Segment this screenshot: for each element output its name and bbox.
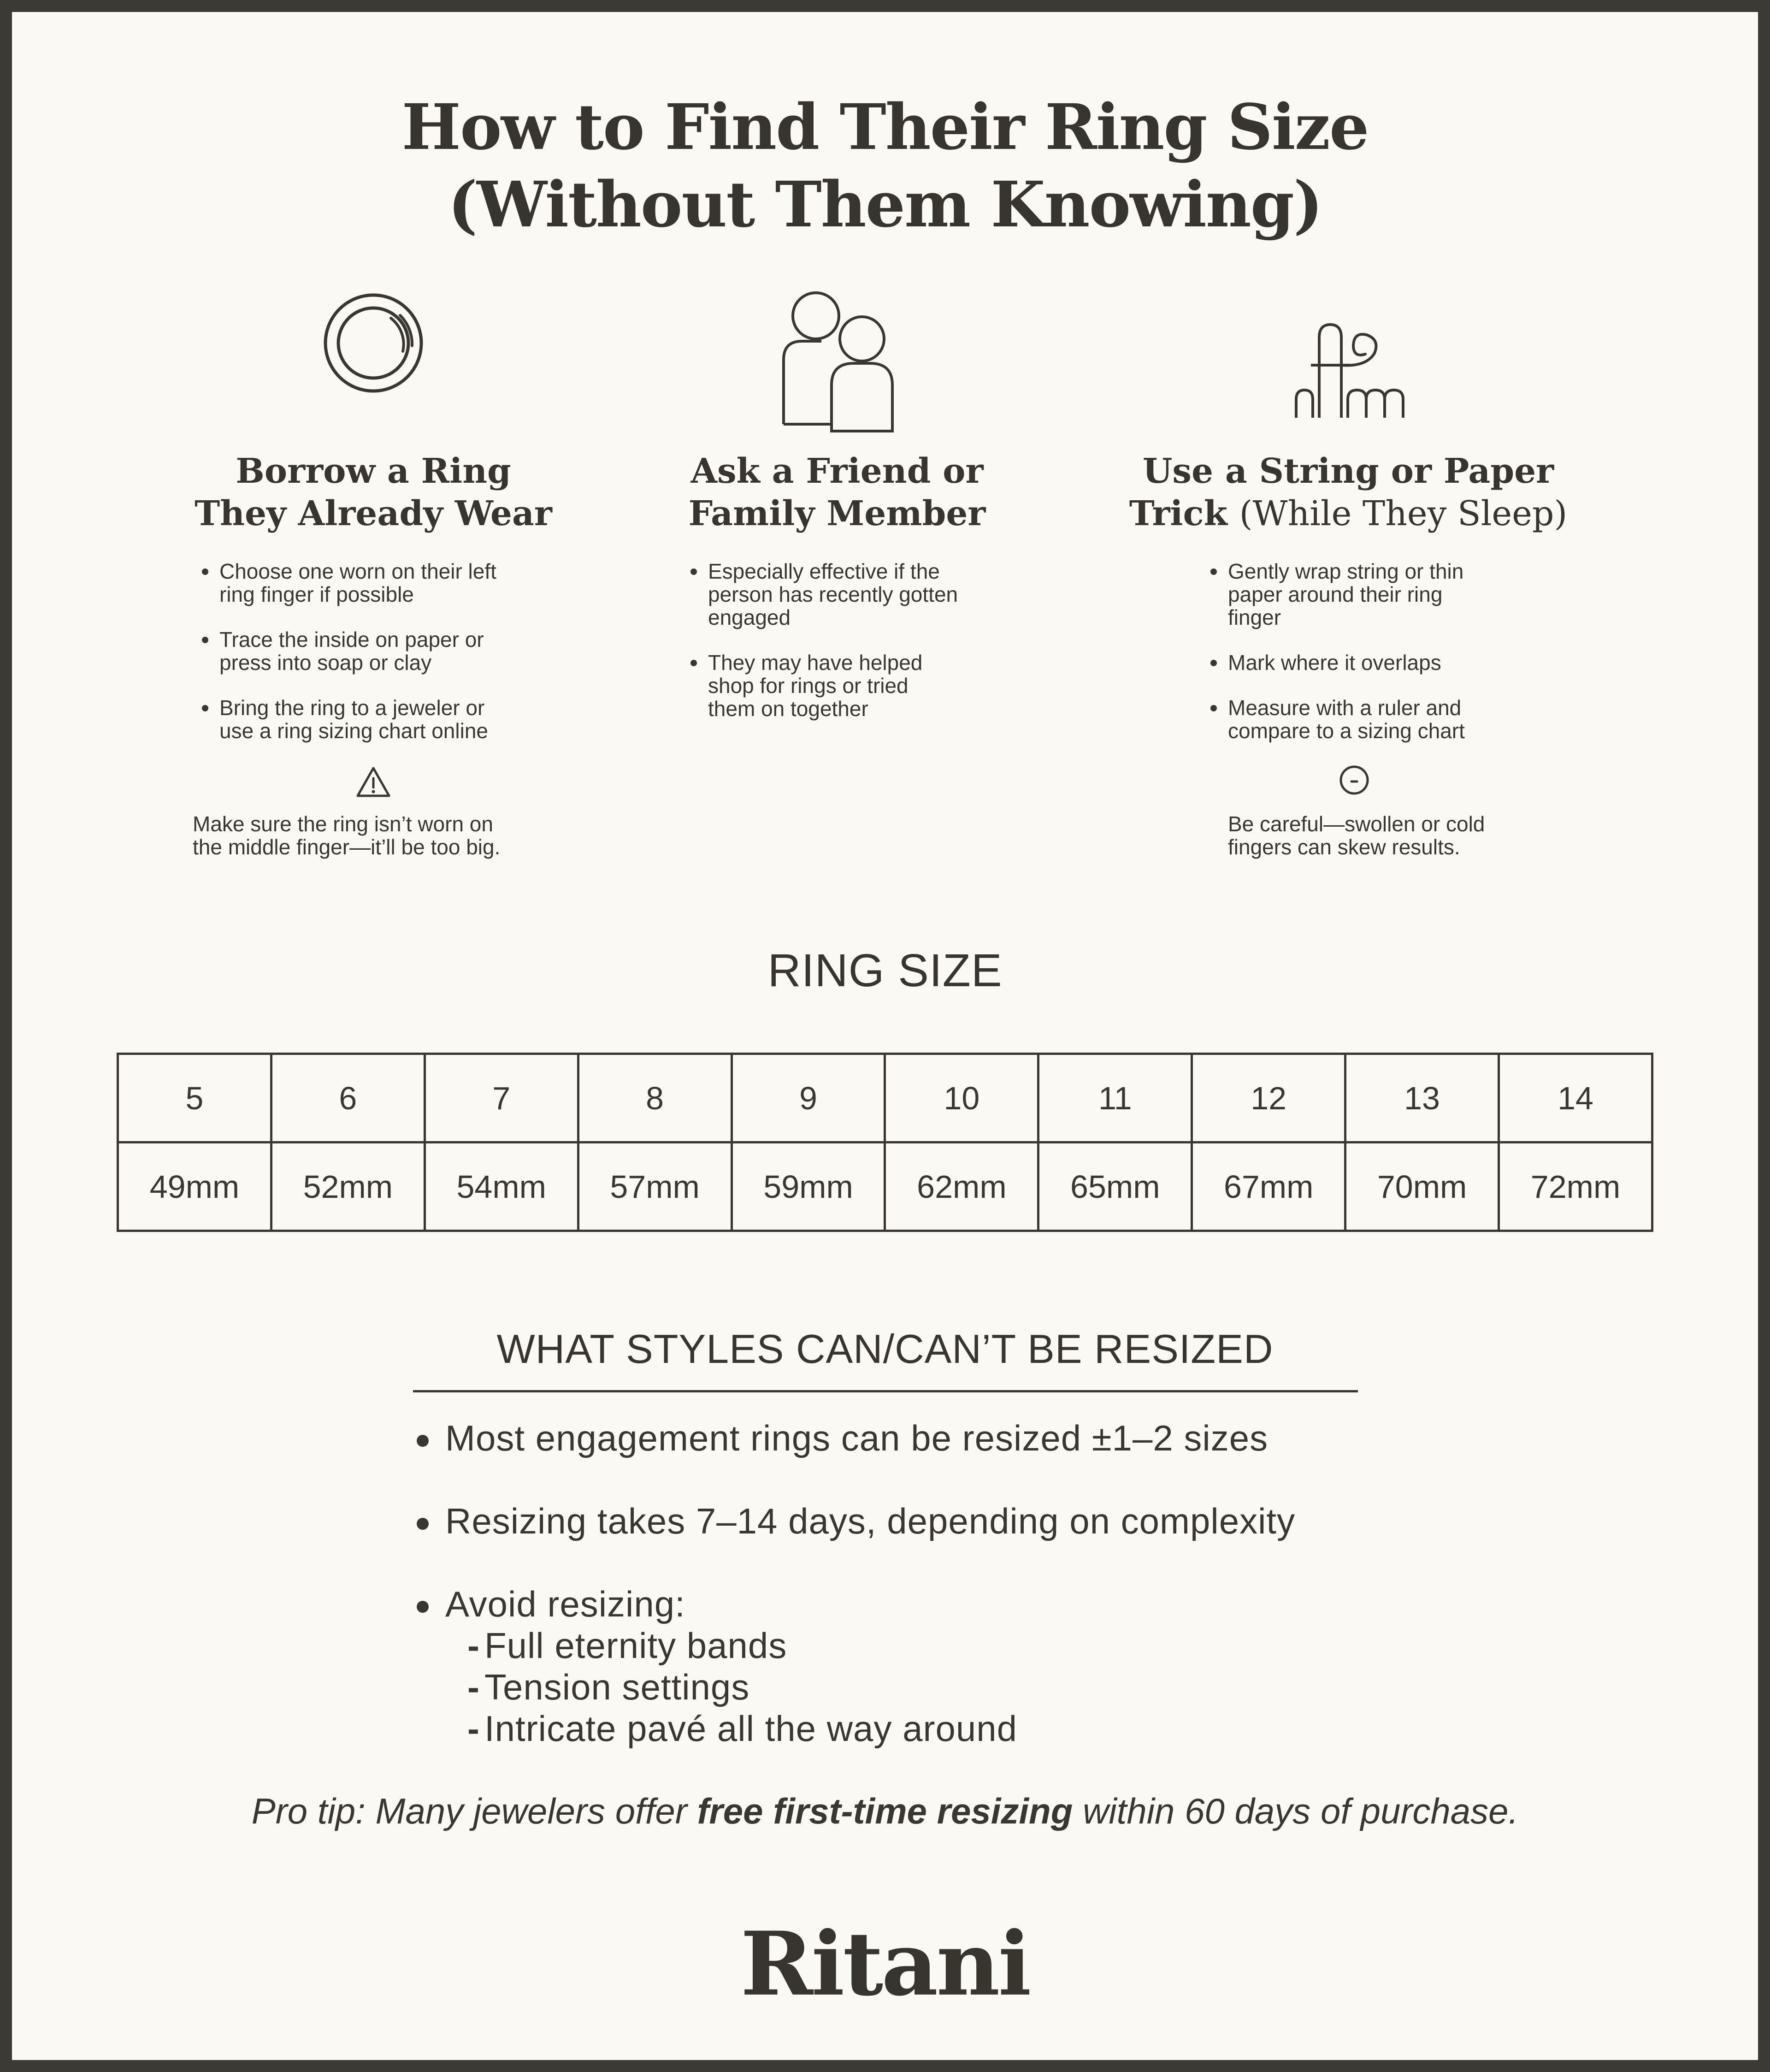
list-item: Resizing takes 7–14 days, depending on complexity bbox=[415, 1500, 1295, 1542]
list-item: Measure with a ruler and compare to a sizing chart bbox=[1210, 696, 1578, 742]
table-row-mm bbox=[118, 1143, 1652, 1231]
title-line-2: (Without Them Knowing) bbox=[448, 168, 1322, 242]
list-item: - Tension settings bbox=[467, 1667, 750, 1707]
ask-friend-heading: Ask a Friend or Family Member bbox=[688, 451, 986, 533]
size-cell: 8 bbox=[578, 1054, 732, 1143]
mm-cell: 62mm bbox=[885, 1143, 1038, 1231]
size-cell: 5 bbox=[118, 1054, 271, 1143]
ring-size-table bbox=[117, 1053, 1653, 1232]
list-item: Trace the inside on paper or press into soap or clay bbox=[201, 628, 616, 674]
size-cell: 10 bbox=[885, 1054, 1038, 1143]
title-line-1: How to Find Their Ring Size bbox=[401, 90, 1369, 164]
list-item: - Intricate pavé all the way around bbox=[467, 1708, 1017, 1749]
ask-friend-tips bbox=[690, 560, 1058, 742]
pro-tip: Pro tip: Many jewelers offer free first-time resizing within 60 days of purchase. bbox=[251, 1791, 1519, 1831]
table-row-sizes bbox=[118, 1054, 1652, 1143]
size-cell: 9 bbox=[732, 1054, 885, 1143]
string-trick-heading: Use a String or Paper Trick (While They Sleep) bbox=[1129, 451, 1568, 533]
mm-cell: 52mm bbox=[271, 1143, 425, 1231]
borrow-heading: Borrow a Ring They Already Wear bbox=[195, 451, 552, 533]
resize-title: WHAT STYLES CAN/CAN’T BE RESIZED bbox=[496, 1326, 1274, 1372]
list-item: Especially effective if the person has recently gotten engaged bbox=[690, 560, 1058, 629]
two-people-icon bbox=[780, 290, 895, 433]
mm-cell: 65mm bbox=[1038, 1143, 1192, 1231]
mm-cell: 70mm bbox=[1345, 1143, 1499, 1231]
resize-list bbox=[415, 1417, 1295, 1749]
ritani-logo: Ritani bbox=[740, 1912, 1030, 2015]
minus-circle-icon bbox=[1339, 764, 1370, 798]
ring-icon bbox=[322, 291, 425, 395]
list-item: - Full eternity bands bbox=[467, 1625, 787, 1666]
list-item: Mark where it overlaps bbox=[1210, 651, 1578, 674]
list-item: Gently wrap string or thin paper around their ring finger bbox=[1210, 560, 1578, 629]
avoid-list bbox=[445, 1625, 1295, 1749]
ring-size-title: RING SIZE bbox=[767, 945, 1003, 996]
list-item: Most engagement rings can be resized ±1–2 sizes bbox=[415, 1417, 1295, 1459]
mm-cell: 57mm bbox=[578, 1143, 732, 1231]
size-cell: 7 bbox=[425, 1054, 578, 1143]
borrow-tips bbox=[201, 560, 616, 764]
borrow-warning-note: Make sure the ring isn’t worn on the middle finger—it’ll be too big. bbox=[193, 812, 501, 859]
list-item: Choose one worn on their left ring finger if possible bbox=[201, 560, 616, 606]
warning-icon bbox=[355, 765, 392, 801]
mm-cell: 54mm bbox=[425, 1143, 578, 1231]
string-trick-tips bbox=[1210, 560, 1578, 764]
mm-cell: 72mm bbox=[1499, 1143, 1652, 1231]
mm-cell: 59mm bbox=[732, 1143, 885, 1231]
mm-cell: 49mm bbox=[118, 1143, 271, 1231]
section-divider bbox=[413, 1390, 1358, 1392]
finger-string-icon bbox=[1292, 321, 1408, 422]
string-trick-caution-note: Be careful—swollen or cold fingers can skew results. bbox=[1228, 812, 1485, 859]
list-item: They may have helped shop for rings or tried them on together bbox=[690, 651, 1058, 720]
list-item: Bring the ring to a jeweler or use a ring sizing chart online bbox=[201, 696, 616, 742]
mm-cell: 67mm bbox=[1192, 1143, 1345, 1231]
size-cell: 13 bbox=[1345, 1054, 1499, 1143]
size-cell: 14 bbox=[1499, 1054, 1652, 1143]
list-item: Avoid resizing: - Full eternity bands - Tension settings - Intricate pavé all the way around bbox=[415, 1583, 1295, 1749]
size-cell: 12 bbox=[1192, 1054, 1345, 1143]
size-cell: 6 bbox=[271, 1054, 425, 1143]
page-title bbox=[0, 89, 1770, 243]
size-cell: 11 bbox=[1038, 1054, 1192, 1143]
